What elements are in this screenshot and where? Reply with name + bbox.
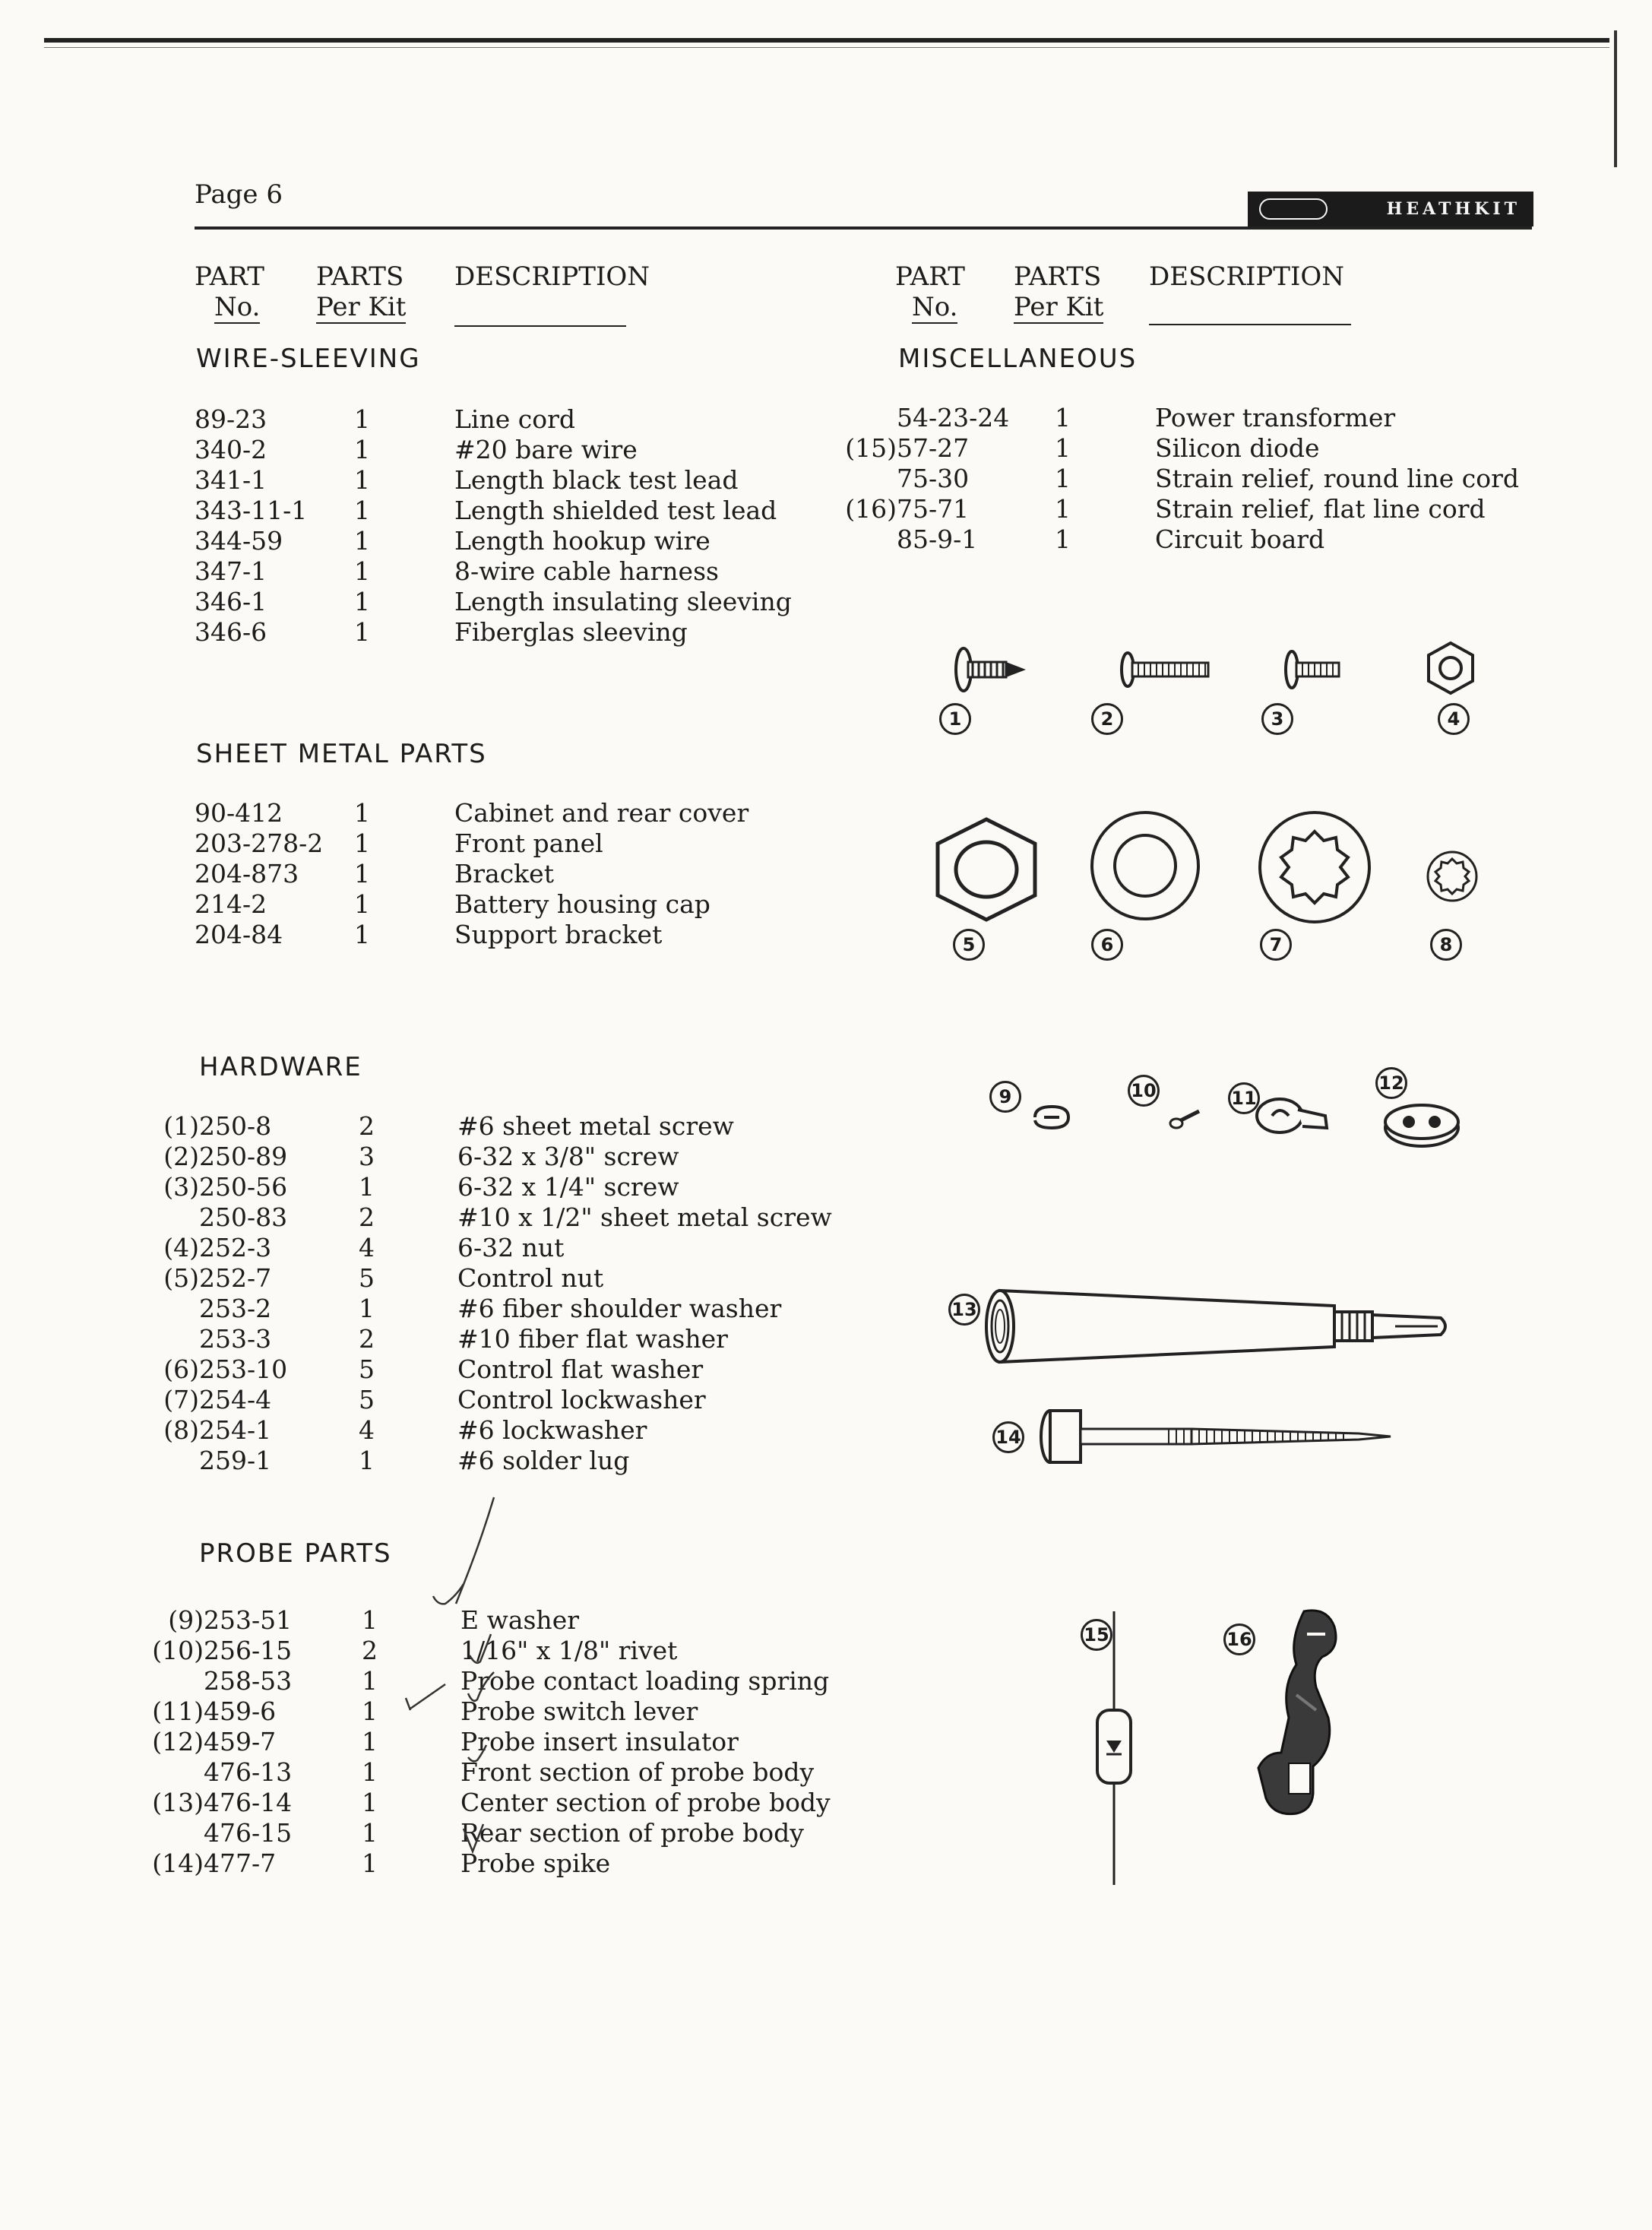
strain-relief-illustration	[1243, 1604, 1350, 1824]
part-number: 476-14	[204, 1788, 293, 1817]
parts-per-kit: 1	[362, 1605, 378, 1635]
header-no-label: No.	[912, 292, 958, 322]
parts-per-kit: 1	[362, 1666, 378, 1696]
section-title-miscellaneous: MISCELLANEOUS	[898, 344, 1138, 374]
pencil-check-marks	[410, 1490, 517, 1855]
parts-per-kit: 4	[359, 1415, 375, 1445]
parts-row	[0, 889, 1652, 920]
parts-per-kit: 1	[1055, 494, 1071, 524]
parts-row	[0, 433, 1652, 464]
part-number: 256-15	[204, 1636, 293, 1665]
callout-12: 12	[1375, 1067, 1407, 1099]
callout-5: 5	[953, 929, 985, 961]
part-number: 252-3	[199, 1233, 272, 1262]
part-description: Probe switch lever	[460, 1696, 698, 1726]
part-description: Probe spike	[460, 1848, 611, 1878]
part-number: 346-6	[195, 617, 267, 647]
parts-per-kit: 1	[354, 617, 370, 647]
lockwasher-illustration	[1255, 810, 1374, 924]
parts-per-kit: 1	[1055, 403, 1071, 432]
parts-per-kit: 2	[359, 1202, 375, 1232]
part-description: Rear section of probe body	[460, 1818, 804, 1848]
page-label: Page 6	[195, 179, 283, 210]
parts-row	[0, 1757, 1652, 1788]
parts-per-kit: 1	[362, 1696, 378, 1726]
part-description: 6-32 x 3/8" screw	[457, 1142, 679, 1171]
header-rule	[195, 226, 1532, 230]
part-description: Length insulating sleeving	[454, 587, 792, 616]
brand-name: HEATHKIT	[1386, 199, 1521, 219]
parts-per-kit: 1	[354, 828, 370, 858]
header-description-label: DESCRIPTION	[454, 261, 650, 292]
part-number: 214-2	[195, 889, 267, 919]
part-description: Length black test lead	[454, 465, 739, 495]
part-number: 347-1	[195, 556, 267, 586]
section-title-sheet-metal: SHEET METAL PARTS	[196, 739, 487, 769]
part-ref	[790, 433, 897, 464]
top-border-rule	[44, 38, 1609, 43]
callout-2: 2	[1091, 703, 1123, 735]
header-parts-label: PARTS	[316, 261, 404, 292]
parts-row	[0, 1636, 1652, 1666]
header-no-label: No.	[214, 292, 261, 322]
parts-per-kit: 1	[354, 435, 370, 464]
part-description: Cabinet and rear cover	[454, 798, 749, 828]
part-number: 253-51	[204, 1605, 293, 1635]
parts-per-kit: 2	[359, 1111, 375, 1141]
parts-per-kit: 5	[359, 1385, 375, 1414]
parts-per-kit: 1	[354, 587, 370, 616]
header-part-label: PART	[195, 261, 264, 292]
parts-row	[0, 920, 1652, 950]
parts-per-kit: 1	[354, 465, 370, 495]
parts-per-kit: 1	[362, 1818, 378, 1848]
parts-per-kit: 1	[362, 1727, 378, 1756]
part-number: 89-23	[195, 404, 267, 434]
nut-illustration	[1424, 641, 1477, 695]
insulator-illustration	[1381, 1098, 1462, 1151]
part-number: 343-11-1	[195, 496, 308, 525]
part-ref	[790, 494, 897, 524]
parts-row	[0, 556, 1652, 587]
sheet-metal-screw-illustration	[950, 643, 1041, 696]
callout-ref: (14)	[152, 1848, 204, 1878]
parts-row	[0, 1696, 1652, 1727]
part-description: 6-32 nut	[457, 1233, 565, 1262]
part-description: Front panel	[454, 828, 603, 858]
header-description-label: DESCRIPTION	[1149, 261, 1345, 292]
parts-per-kit: 1	[354, 889, 370, 919]
part-number: 250-89	[199, 1142, 288, 1171]
probe-spike-illustration	[1040, 1406, 1404, 1467]
callout-ref: (15)	[845, 433, 897, 463]
part-ref	[93, 1111, 199, 1142]
top-border-thin-rule	[44, 47, 1609, 48]
parts-per-kit: 1	[354, 920, 370, 949]
part-ref	[97, 1605, 204, 1636]
callout-4: 4	[1438, 703, 1470, 735]
parts-row	[0, 403, 1652, 433]
part-number: 90-412	[195, 798, 283, 828]
parts-per-kit: 1	[359, 1294, 375, 1323]
screw-3-8-illustration	[1119, 643, 1217, 696]
part-number: 253-10	[199, 1354, 288, 1384]
part-number: 340-2	[195, 435, 267, 464]
part-ref	[93, 1142, 199, 1172]
part-description: Center section of probe body	[460, 1788, 831, 1817]
callout-10: 10	[1128, 1075, 1160, 1107]
right-header-description	[1149, 261, 1344, 292]
callout-ref: (16)	[845, 494, 897, 524]
part-ref	[93, 1385, 199, 1415]
part-number: 54-23-24	[897, 403, 1010, 432]
callout-14: 14	[992, 1421, 1024, 1453]
callout-ref: (11)	[152, 1696, 204, 1726]
part-number: 254-4	[199, 1385, 272, 1414]
callout-11: 11	[1228, 1082, 1260, 1114]
right-header-part-no	[895, 261, 965, 322]
e-washer-illustration	[1029, 1102, 1074, 1132]
parts-row	[0, 1605, 1652, 1636]
part-description: Strain relief, flat line cord	[1155, 494, 1486, 524]
right-description-rule	[1149, 324, 1351, 325]
parts-per-kit: 1	[362, 1757, 378, 1787]
parts-row	[0, 524, 1652, 555]
part-description: Control flat washer	[457, 1354, 704, 1384]
parts-row	[0, 1818, 1652, 1848]
probe-body-illustration	[985, 1284, 1456, 1368]
callout-15: 15	[1081, 1619, 1112, 1651]
parts-per-kit: 5	[359, 1263, 375, 1293]
left-header-parts-per-kit	[316, 261, 406, 322]
callout-13: 13	[948, 1294, 980, 1326]
part-description: 1/16" x 1/8" rivet	[460, 1636, 678, 1665]
parts-per-kit: 1	[359, 1446, 375, 1475]
part-number: 253-3	[199, 1324, 272, 1354]
part-description: Length hookup wire	[454, 526, 710, 556]
part-description: Length shielded test lead	[454, 496, 777, 525]
callout-6: 6	[1091, 929, 1123, 961]
parts-row	[0, 1233, 1652, 1263]
check-mark	[468, 1672, 494, 1701]
part-description: Strain relief, round line cord	[1155, 464, 1519, 493]
part-ref	[93, 1415, 199, 1446]
part-description: Battery housing cap	[454, 889, 710, 919]
part-ref	[97, 1788, 204, 1818]
part-description: Probe contact loading spring	[460, 1666, 830, 1696]
parts-per-kit: 2	[362, 1636, 378, 1665]
callout-ref: (2)	[163, 1142, 199, 1171]
part-description: Probe insert insulator	[460, 1727, 739, 1756]
check-mark	[464, 1824, 483, 1851]
callout-ref: (8)	[163, 1415, 199, 1445]
part-description: #10 x 1/2" sheet metal screw	[457, 1202, 832, 1232]
control-nut-illustration	[932, 816, 1041, 923]
callout-1: 1	[939, 703, 971, 735]
part-number: 259-1	[199, 1446, 272, 1475]
check-mark	[470, 1634, 491, 1663]
parts-per-kit: 1	[354, 556, 370, 586]
parts-row	[0, 1202, 1652, 1233]
parts-row	[0, 798, 1652, 828]
callout-ref: (4)	[163, 1233, 199, 1262]
part-number: 203-278-2	[195, 828, 324, 858]
parts-per-kit: 1	[362, 1848, 378, 1878]
silicon-diode-illustration	[1084, 1611, 1144, 1885]
left-header-description	[454, 261, 650, 292]
parts-per-kit: 1	[362, 1788, 378, 1817]
logo-mark-icon	[1259, 198, 1328, 220]
check-mark	[468, 1745, 486, 1761]
part-description: 6-32 x 1/4" screw	[457, 1172, 679, 1202]
part-number: 250-56	[199, 1172, 288, 1202]
header-parts-label: PARTS	[1014, 261, 1102, 292]
part-number: 346-1	[195, 587, 267, 616]
heathkit-logo	[1248, 192, 1533, 226]
part-description: Control lockwasher	[457, 1385, 706, 1414]
part-description: E washer	[460, 1605, 579, 1635]
part-ref	[93, 1263, 199, 1294]
right-header-parts-per-kit	[1014, 261, 1103, 322]
callout-ref: (7)	[163, 1385, 199, 1414]
part-description: #10 fiber flat washer	[457, 1324, 728, 1354]
callout-16: 16	[1223, 1623, 1255, 1655]
part-description: 8-wire cable harness	[454, 556, 719, 586]
parts-per-kit: 5	[359, 1354, 375, 1384]
part-ref	[93, 1233, 199, 1263]
section-title-wire-sleeving: WIRE-SLEEVING	[196, 344, 421, 374]
left-header-part-no	[195, 261, 264, 322]
part-ref	[97, 1848, 204, 1879]
part-number: 459-6	[204, 1696, 277, 1726]
check-mark	[410, 1684, 445, 1709]
part-number: 459-7	[204, 1727, 277, 1756]
header-part-label: PART	[895, 261, 965, 292]
parts-per-kit: 1	[354, 798, 370, 828]
part-number: 477-7	[204, 1848, 277, 1878]
part-description: #6 sheet metal screw	[457, 1111, 734, 1141]
parts-row	[0, 1848, 1652, 1879]
callout-ref: (1)	[163, 1111, 199, 1141]
part-description: Control nut	[457, 1263, 604, 1293]
screw-1-4-illustration	[1283, 643, 1359, 696]
part-description: Silicon diode	[1155, 433, 1320, 463]
parts-row	[0, 859, 1652, 889]
callout-7: 7	[1260, 929, 1292, 961]
part-description: Line cord	[454, 404, 575, 434]
parts-per-kit: 1	[354, 496, 370, 525]
part-number: 204-84	[195, 920, 283, 949]
part-number: 252-7	[199, 1263, 272, 1293]
part-ref	[97, 1636, 204, 1666]
callout-ref: (12)	[152, 1727, 204, 1756]
callout-ref: (3)	[163, 1172, 199, 1202]
part-number: 341-1	[195, 465, 267, 495]
parts-per-kit: 4	[359, 1233, 375, 1262]
part-description: Front section of probe body	[460, 1757, 815, 1787]
callout-3: 3	[1261, 703, 1293, 735]
part-description: #6 lockwasher	[457, 1415, 647, 1445]
parts-row	[0, 1788, 1652, 1818]
part-number: 75-30	[897, 464, 970, 493]
part-ref	[93, 1172, 199, 1202]
parts-per-kit: 1	[354, 859, 370, 889]
part-description: Bracket	[454, 859, 554, 889]
parts-per-kit: 1	[1055, 524, 1071, 554]
parts-row	[0, 1727, 1652, 1757]
parts-row	[0, 494, 1652, 524]
switch-lever-illustration	[1252, 1088, 1336, 1142]
part-number: 476-13	[204, 1757, 293, 1787]
parts-row	[0, 1172, 1652, 1202]
part-number: 204-873	[195, 859, 299, 889]
part-description: #20 bare wire	[454, 435, 638, 464]
small-lockwasher-illustration	[1426, 850, 1479, 903]
part-description: Power transformer	[1155, 403, 1396, 432]
header-per-kit-label: Per Kit	[316, 292, 407, 322]
callout-ref: (6)	[163, 1354, 199, 1384]
parts-row	[0, 617, 1652, 648]
part-number: 85-9-1	[897, 524, 978, 554]
part-number: 250-83	[199, 1202, 288, 1232]
section-title-hardware: HARDWARE	[199, 1052, 362, 1082]
rivet-illustration	[1166, 1102, 1211, 1132]
flat-washer-illustration	[1088, 809, 1202, 923]
part-number: 258-53	[204, 1666, 293, 1696]
callout-8: 8	[1430, 929, 1462, 961]
parts-per-kit: 1	[359, 1172, 375, 1202]
callout-ref: (9)	[168, 1605, 204, 1635]
callout-ref: (13)	[152, 1788, 204, 1817]
part-number: 250-8	[199, 1111, 272, 1141]
part-ref	[97, 1727, 204, 1757]
part-number: 253-2	[199, 1294, 272, 1323]
part-description: #6 solder lug	[457, 1446, 630, 1475]
parts-per-kit: 1	[354, 526, 370, 556]
parts-per-kit: 3	[359, 1142, 375, 1171]
part-number: 254-1	[199, 1415, 272, 1445]
callout-ref: (10)	[152, 1636, 204, 1665]
right-edge-mark	[1614, 30, 1617, 167]
header-per-kit-label: Per Kit	[1014, 292, 1104, 322]
part-description: Fiberglas sleeving	[454, 617, 688, 647]
part-number: 75-71	[897, 494, 970, 524]
part-description: Circuit board	[1155, 524, 1325, 554]
parts-row	[0, 587, 1652, 617]
parts-per-kit: 2	[359, 1324, 375, 1354]
parts-row	[0, 828, 1652, 859]
callout-ref: (5)	[163, 1263, 199, 1293]
part-description: #6 fiber shoulder washer	[457, 1294, 782, 1323]
parts-per-kit: 1	[354, 404, 370, 434]
parts-per-kit: 1	[1055, 433, 1071, 463]
callout-9: 9	[989, 1081, 1021, 1113]
left-description-rule	[454, 325, 626, 327]
parts-per-kit: 1	[1055, 464, 1071, 493]
part-description: Support bracket	[454, 920, 663, 949]
part-number: 344-59	[195, 526, 283, 556]
part-ref	[97, 1696, 204, 1727]
parts-row	[0, 1666, 1652, 1696]
parts-row	[0, 464, 1652, 494]
section-title-probe-parts: PROBE PARTS	[199, 1538, 392, 1569]
part-number: 57-27	[897, 433, 970, 463]
part-ref	[93, 1354, 199, 1385]
part-number: 476-15	[204, 1818, 293, 1848]
